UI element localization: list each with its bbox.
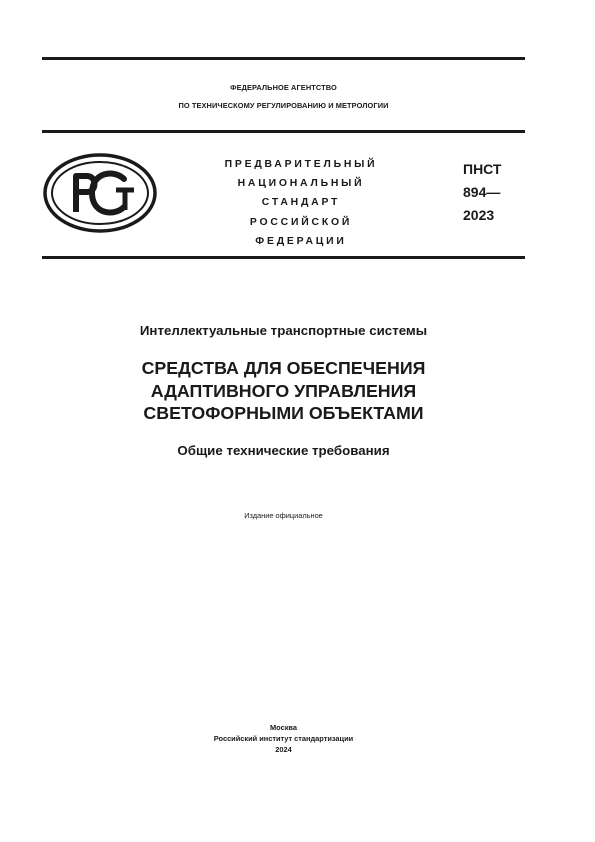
imprint — [42, 722, 525, 755]
agency-name-line-1: ФЕДЕРАЛЬНОЕ АГЕНТСТВО — [230, 83, 337, 92]
agency-name-line-2: ПО ТЕХНИЧЕСКОМУ РЕГУЛИРОВАНИЮ И МЕТРОЛОГИИ — [178, 101, 389, 110]
standard-type-block — [186, 155, 416, 251]
header-bottom-rule — [42, 256, 525, 259]
imprint-city: Москва — [270, 723, 297, 732]
designation-year: 2023 — [463, 207, 495, 223]
series-title: Интеллектуальные транспортные системы — [139, 323, 428, 338]
imprint-publisher: Российский институт стандартизации — [213, 734, 354, 743]
designation-code: ПНСТ — [463, 161, 502, 177]
main-title-line: АДАПТИВНОГО УПРАВЛЕНИЯ — [150, 380, 417, 401]
standard-type-line: НАЦИОНАЛЬНЫЙ — [237, 178, 365, 190]
edition-note: Издание официальное — [244, 511, 323, 520]
main-title-line: СРЕДСТВА ДЛЯ ОБЕСПЕЧЕНИЯ — [141, 358, 426, 378]
top-rule — [42, 57, 525, 60]
main-title-line: СВЕТОФОРНЫМИ ОБЪЕКТАМИ — [143, 403, 424, 423]
standard-type-line: СТАНДАРТ — [261, 197, 341, 209]
standard-type-line: РОССИЙСКОЙ — [249, 216, 353, 228]
subtitle: Общие технические требования — [177, 443, 390, 458]
imprint-year: 2024 — [275, 745, 292, 754]
main-title — [42, 357, 525, 425]
standard-type-line: ФЕДЕРАЦИИ — [255, 235, 347, 247]
standard-designation — [463, 158, 502, 227]
designation-number: 894— — [463, 184, 501, 200]
header-rule — [42, 130, 525, 133]
standard-type-line: ПРЕДВАРИТЕЛЬНЫЙ — [224, 159, 378, 170]
gost-r-certification-mark-icon — [42, 152, 158, 234]
